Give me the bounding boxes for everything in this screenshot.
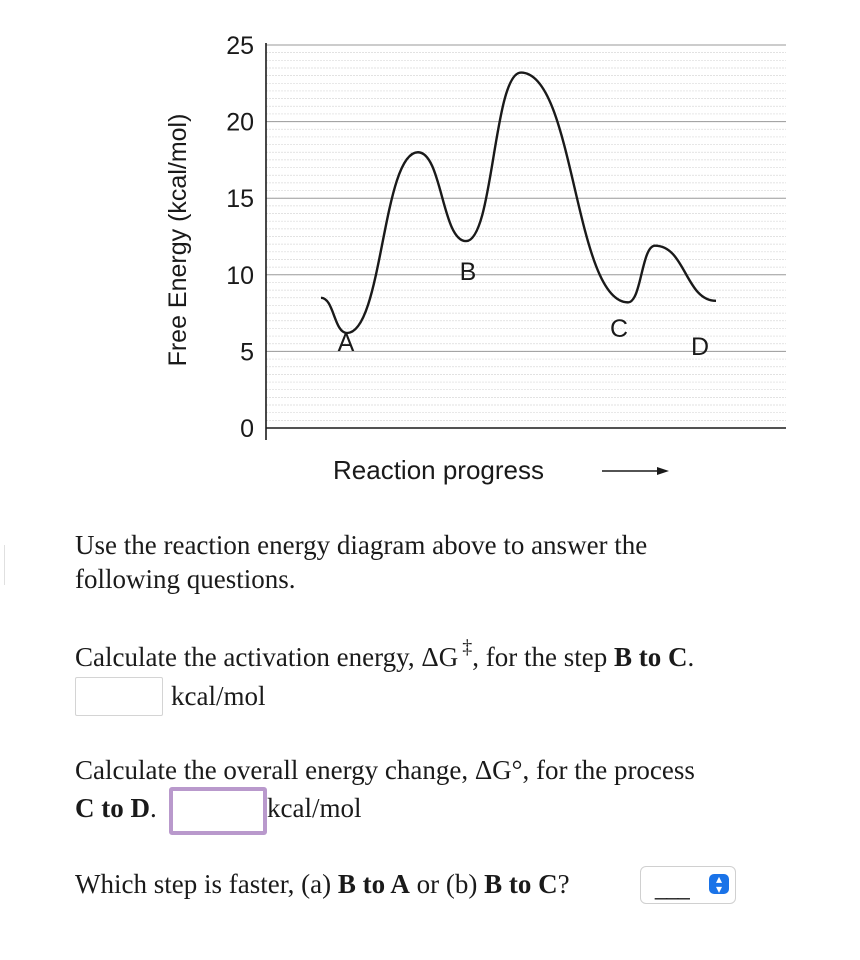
chart-grid <box>266 45 786 428</box>
point-label-A: A <box>337 329 355 357</box>
intro-line-1: Use the reaction energy diagram above to answer the <box>75 530 648 560</box>
q3-bold-a: B to A <box>337 869 410 899</box>
y-tick-labels <box>226 32 254 443</box>
y-tick-label: 20 <box>226 108 254 137</box>
q2-bold-step: C to D <box>75 793 150 823</box>
overall-energy-input[interactable] <box>169 787 267 835</box>
activation-energy-input[interactable] <box>75 677 163 716</box>
q1-text: Calculate the activation energy, ΔG <box>75 642 459 672</box>
q2-text: Calculate the overall energy change, ΔG°, for the process <box>75 755 695 785</box>
point-label-D: D <box>690 333 710 361</box>
question-activation-energy <box>75 636 695 674</box>
q3-bold-b: B to C <box>484 869 558 899</box>
q1-after: , for the step <box>472 642 614 672</box>
q3-text-a: Which step is faster, (a) <box>75 869 338 899</box>
select-value: ___ <box>655 875 689 900</box>
q2-unit: kcal/mol <box>267 793 362 823</box>
intro-text <box>75 528 647 596</box>
q1-double-dagger: ‡ <box>462 636 473 658</box>
scroll-edge-marker <box>0 545 5 585</box>
q3-end: ? <box>557 869 570 899</box>
q3-or: or (b) <box>409 869 485 899</box>
q1-unit: kcal/mol <box>171 681 266 711</box>
x-axis-label: Reaction progress <box>333 455 544 485</box>
x-axis-arrow <box>602 467 669 475</box>
question-faster-step <box>75 867 570 901</box>
intro-line-2: following questions. <box>75 564 296 594</box>
energy-curve <box>321 73 716 333</box>
point-label-B: B <box>459 258 477 286</box>
question-overall-energy <box>75 753 695 787</box>
q2-line-2 <box>75 791 157 825</box>
y-axis-label: Free Energy (kcal/mol) <box>164 113 192 367</box>
y-tick-label: 5 <box>240 338 254 367</box>
y-tick-label: 0 <box>240 415 254 443</box>
y-tick-label: 10 <box>226 261 254 290</box>
q2-end: . <box>150 793 157 823</box>
q1-bold-step: B to C <box>613 642 688 672</box>
q1-end: . <box>687 642 695 672</box>
y-tick-label: 25 <box>226 32 254 60</box>
faster-step-select[interactable] <box>640 866 736 904</box>
point-label-C: C <box>609 315 629 343</box>
select-arrows-icon: ▴ ▾ <box>709 874 729 894</box>
y-tick-label: 15 <box>226 185 254 214</box>
point-labels <box>338 258 709 361</box>
